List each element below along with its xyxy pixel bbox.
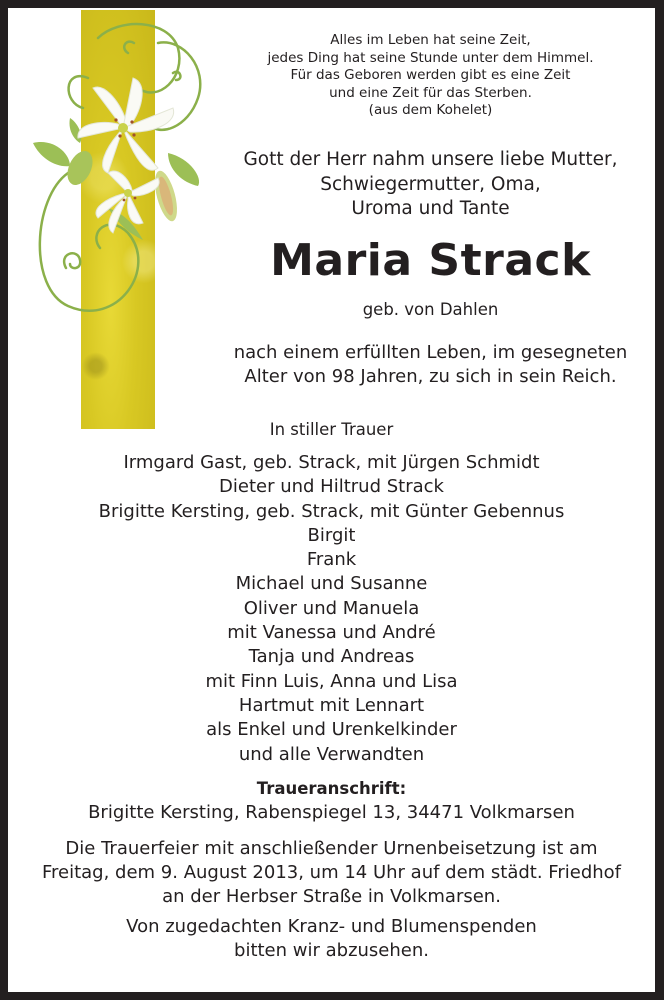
address-heading: Traueranschrift: xyxy=(256,779,407,798)
life-line: Alter von 98 Jahren, zu sich in sein Reich. xyxy=(244,366,617,387)
service-info xyxy=(8,837,655,909)
intro-line: Schwiegermutter, Oma, xyxy=(320,173,541,195)
flowers-note xyxy=(8,915,655,963)
mourner-line: Birgit xyxy=(307,524,356,546)
quote-line: Alles im Leben hat seine Zeit, xyxy=(330,32,531,48)
flowers-line: Von zugedachten Kranz- und Blumenspenden xyxy=(126,916,537,937)
mourners-heading: In stiller Trauer xyxy=(269,420,394,439)
quote-line: jedes Ding hat seine Stunde unter dem Himmel. xyxy=(267,49,594,66)
bible-quote xyxy=(208,32,653,120)
maiden-name: geb. von Dahlen xyxy=(362,300,499,319)
mourner-line: Hartmut mit Lennart xyxy=(238,694,425,716)
life-text xyxy=(208,341,653,389)
quote-source: (aus dem Kohelet) xyxy=(368,102,493,118)
life-line: nach einem erfüllten Leben, im gesegneten xyxy=(233,342,628,363)
intro-line: Gott der Herr nahm unsere liebe Mutter, xyxy=(243,149,618,170)
intro-line: Uroma und Tante xyxy=(351,198,510,219)
mourner-line: als Enkel und Urenkelkinder xyxy=(206,719,457,741)
service-line: Die Trauerfeier mit anschließender Urnenbeisetzung ist am xyxy=(65,838,598,859)
service-line: an der Herbser Straße in Volkmarsen. xyxy=(162,886,501,907)
address-line: Brigitte Kersting, Rabenspiegel 13, 34471 Volkmarsen xyxy=(88,802,575,823)
quote-line: Für das Geboren werden gibt es eine Zeit xyxy=(290,67,571,83)
deceased-name: Maria Strack xyxy=(270,235,591,286)
mourner-line: Frank xyxy=(306,549,357,571)
mourner-line: Dieter und Hiltrud Strack xyxy=(219,476,444,498)
mourner-line: mit Finn Luis, Anna und Lisa xyxy=(205,670,458,692)
mourners-list xyxy=(8,451,655,767)
mourner-line: Tanja und Andreas xyxy=(248,646,415,668)
mourner-line: Brigitte Kersting, geb. Strack, mit Günter Gebennus xyxy=(98,500,565,522)
mourner-line: Irmgard Gast, geb. Strack, mit Jürgen Schmidt xyxy=(123,452,540,473)
obituary-card xyxy=(8,8,655,992)
mourner-line: und alle Verwandten xyxy=(238,743,425,765)
lily-flower-icon xyxy=(8,8,228,328)
service-line: Freitag, dem 9. August 2013, um 14 Uhr auf dem städt. Friedhof xyxy=(41,862,622,883)
mourner-line: Michael und Susanne xyxy=(235,573,428,595)
intro-text xyxy=(208,148,653,222)
quote-line: und eine Zeit für das Sterben. xyxy=(329,84,532,101)
mourner-line: Oliver und Manuela xyxy=(243,597,420,619)
flowers-line: bitten wir abzusehen. xyxy=(234,940,429,961)
mourner-line: mit Vanessa und André xyxy=(227,622,436,644)
